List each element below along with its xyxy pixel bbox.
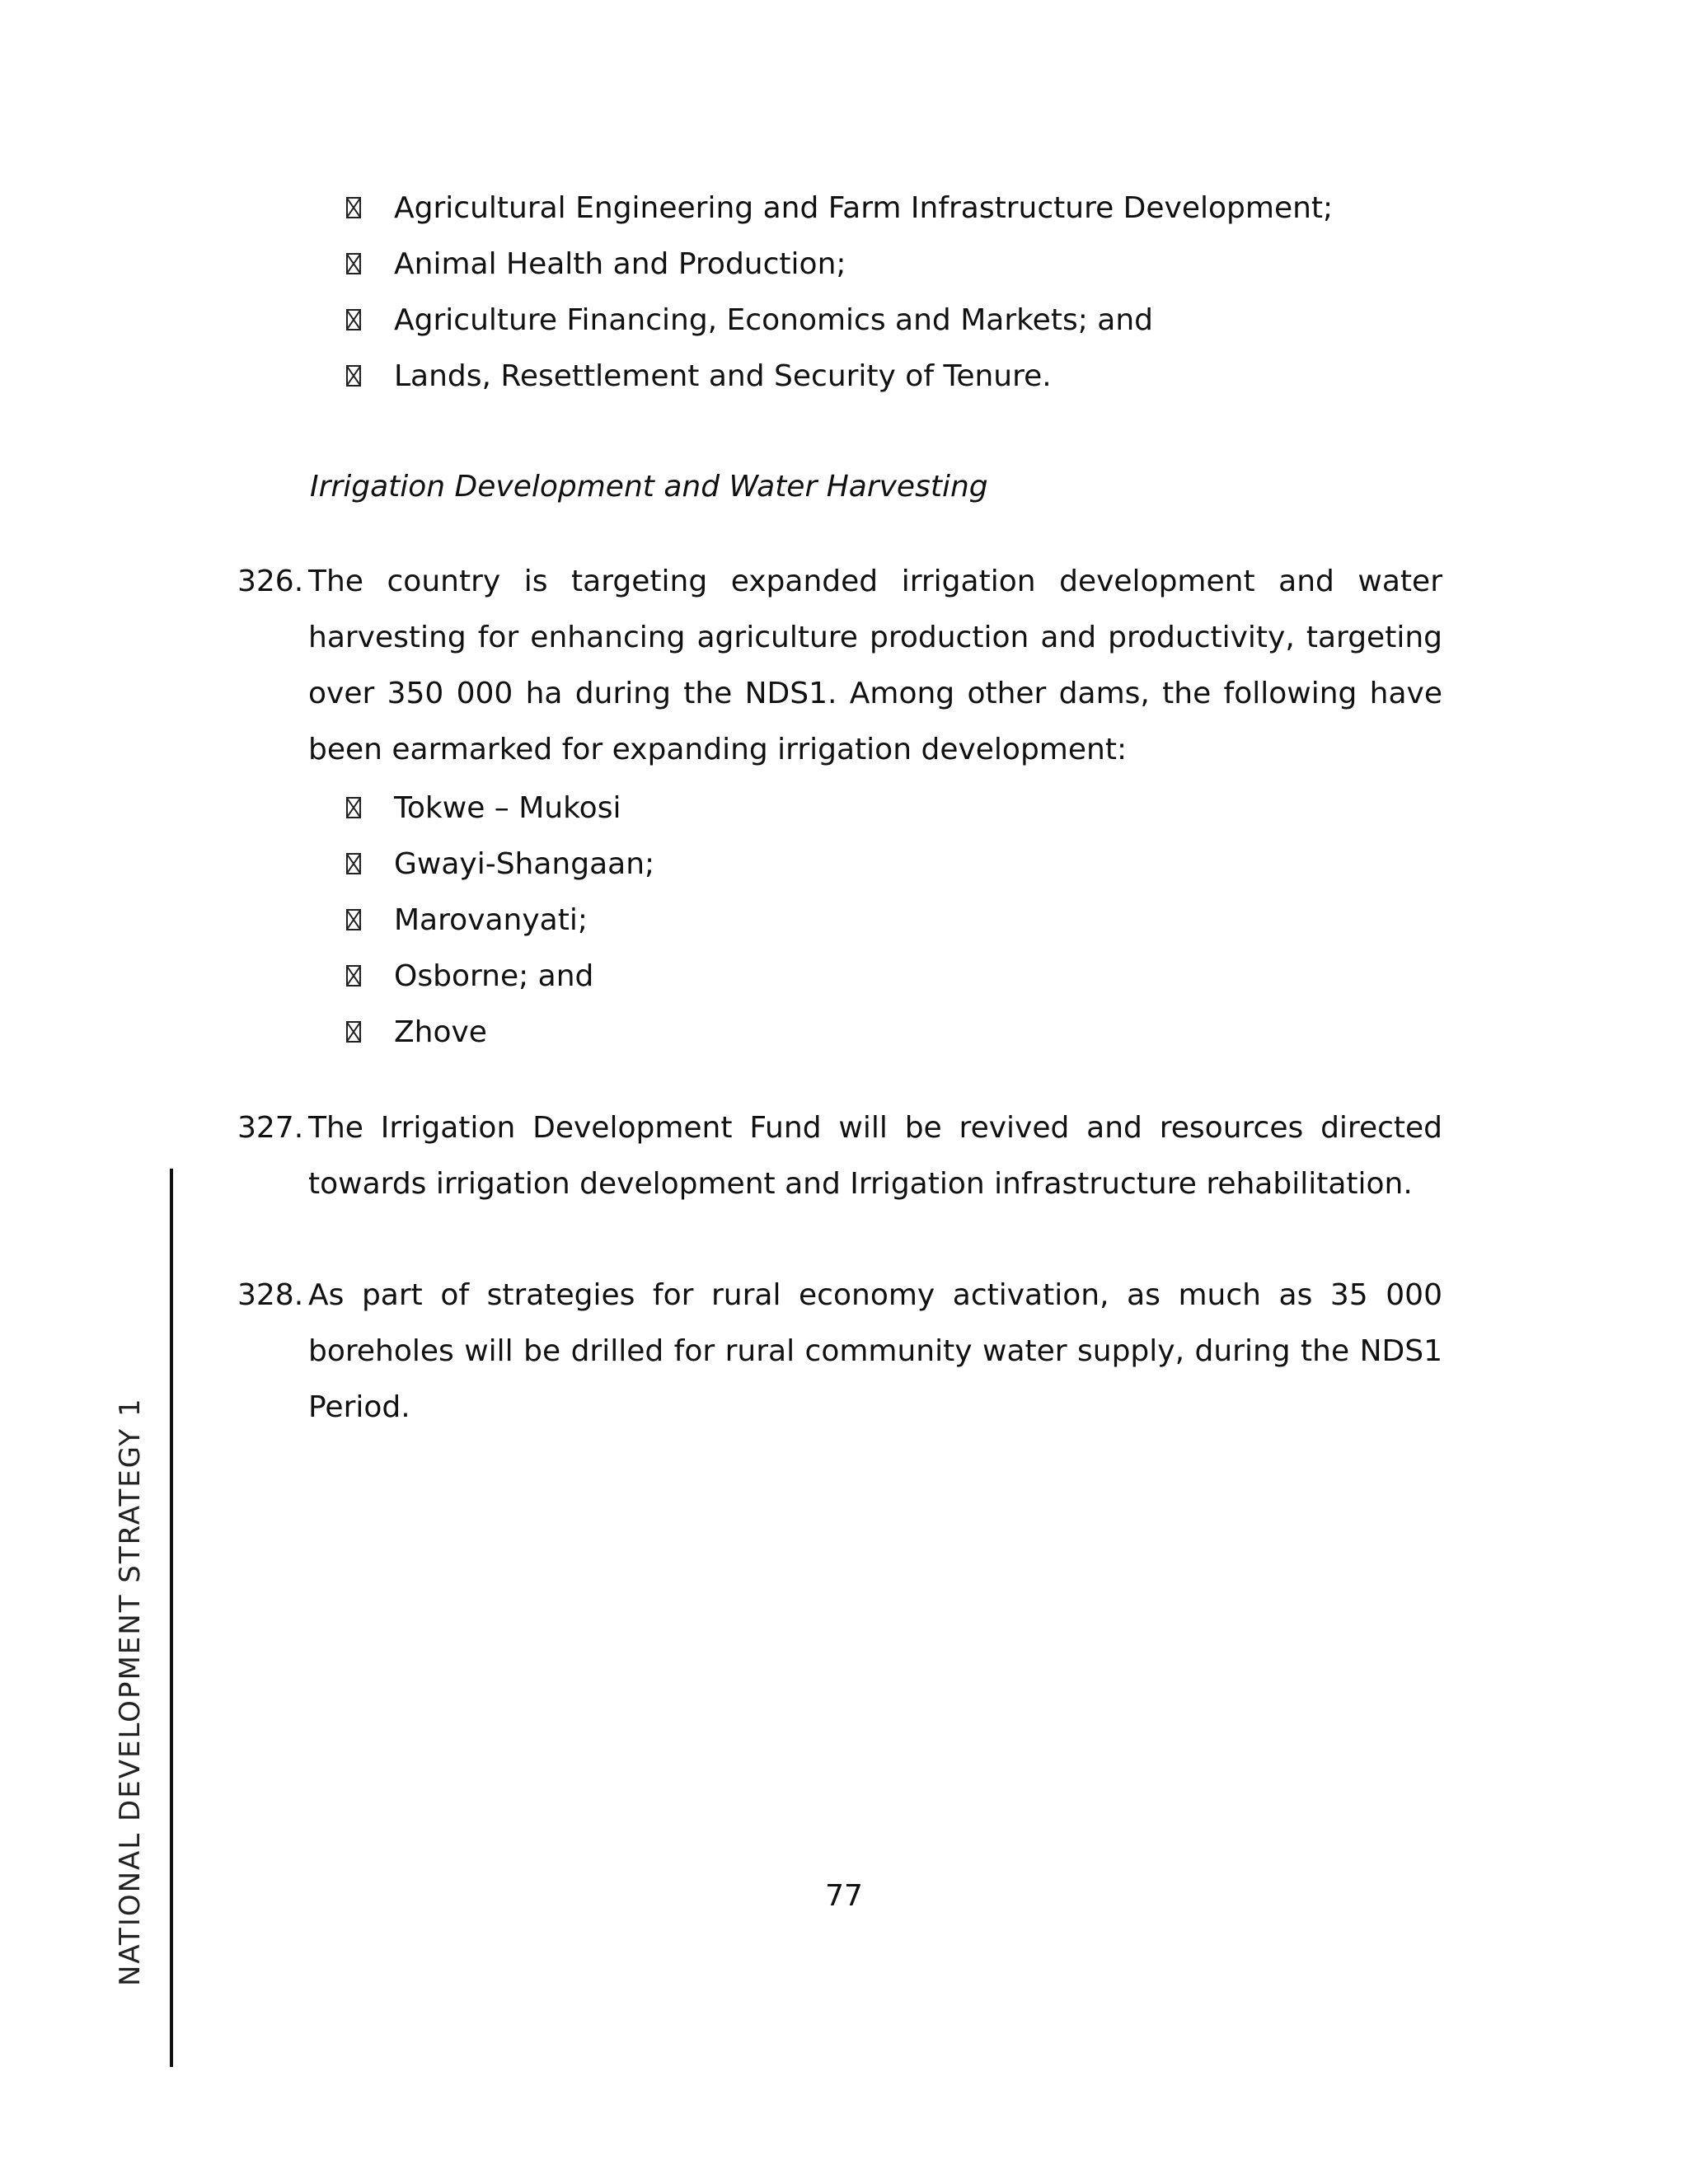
bullet-box-icon: [346, 853, 361, 874]
list-item-text: Agriculture Financing, Economics and Markets; and: [394, 302, 1154, 337]
list-item-text: Tokwe – Mukosi: [394, 790, 621, 825]
section-subheading: Irrigation Development and Water Harvesting: [310, 470, 988, 504]
list-item-text: Osborne; and: [394, 958, 594, 993]
list-item-text: Agricultural Engineering and Farm Infrastructure Development;: [394, 190, 1334, 225]
list-item-text: Marovanyati;: [394, 902, 588, 937]
bullet-box-icon: [346, 797, 361, 818]
bullet-box-icon: [346, 1021, 361, 1043]
page-number: 77: [825, 1879, 863, 1913]
list-item: [346, 292, 1333, 348]
list-item: [346, 836, 654, 892]
list-item: [346, 180, 1333, 236]
side-divider: [170, 1169, 173, 2067]
bullet-box-icon: [346, 309, 361, 330]
paragraph-text: The country is targeting expanded irrigation development and water harvesting for enhancing agriculture production and productivity, targeting over 350 000 ha during the NDS1. Among other dams, the following have been earmarked for expanding irrigation development:: [308, 565, 1442, 766]
dams-list: [346, 780, 654, 1060]
paragraph-number: 327.: [237, 1111, 304, 1145]
list-item: [346, 892, 654, 948]
list-item-text: Gwayi-Shangaan;: [394, 846, 655, 881]
bullet-box-icon: [346, 253, 361, 274]
bullet-box-icon: [346, 909, 361, 930]
paragraph-328: [237, 1268, 1442, 1436]
list-item: [346, 780, 654, 836]
bullet-box-icon: [346, 197, 361, 218]
bullet-box-icon: [346, 965, 361, 987]
bullet-box-icon: [346, 365, 361, 387]
list-item-text: Animal Health and Production;: [394, 246, 846, 281]
sector-list: [346, 180, 1333, 404]
list-item-text: Zhove: [394, 1015, 487, 1049]
paragraph-number: 328.: [237, 1278, 304, 1312]
paragraph-text: The Irrigation Development Fund will be revived and resources directed towards irrigation development and Irrigation infrastructure rehabilitation.: [308, 1111, 1442, 1201]
side-running-title: NATIONAL DEVELOPMENT STRATEGY 1: [114, 1397, 147, 1986]
list-item-text: Lands, Resettlement and Security of Tenure.: [394, 359, 1052, 393]
list-item: [346, 348, 1333, 404]
list-item: [346, 236, 1333, 292]
list-item: [346, 948, 654, 1004]
paragraph-number: 326.: [237, 565, 304, 598]
paragraph-text: As part of strategies for rural economy activation, as much as 35 000 boreholes will be drilled for rural community water supply, during the NDS1 Period.: [308, 1278, 1442, 1424]
paragraph-327: [237, 1100, 1442, 1212]
list-item: [346, 1004, 654, 1060]
paragraph-326: [237, 554, 1442, 778]
